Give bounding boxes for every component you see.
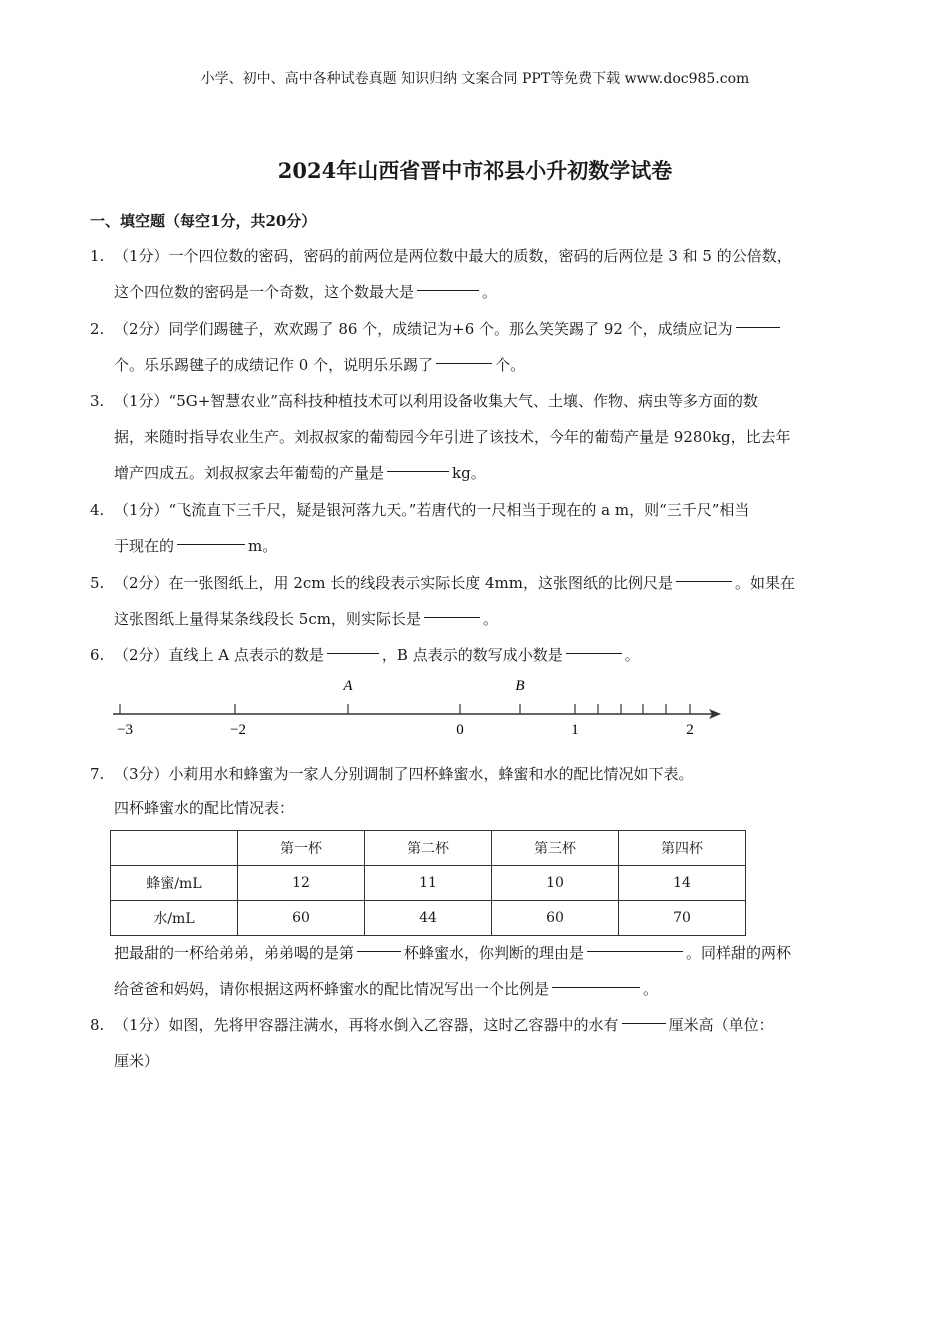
question-text: 个。乐乐踢毽子的成绩记作 0 个，说明乐乐踢了 <box>114 356 434 374</box>
answer-blank[interactable] <box>436 347 492 364</box>
question-3 <box>90 383 865 491</box>
table-row <box>111 901 746 936</box>
question-text: 厘米） <box>114 1052 160 1070</box>
question-text: 。 <box>643 980 659 998</box>
question-number: 6. <box>90 646 105 664</box>
table-cell: 44 <box>365 901 492 936</box>
answer-blank[interactable] <box>676 565 732 582</box>
tick-label-neg2: −2 <box>230 722 246 738</box>
question-4 <box>90 492 865 564</box>
question-text: 。同样甜的两杯 <box>686 944 792 962</box>
question-text: （1分）“5G+智慧农业”高科技种植技术可以利用设备收集大气、土壤、作物、病虫等多方面的数 <box>114 392 758 410</box>
question-6 <box>90 637 865 673</box>
question-text: 个。 <box>495 356 526 374</box>
question-text: （3分）小莉用水和蜂蜜为一家人分别调制了四杯蜂蜜水，蜂蜜和水的配比情况如下表。 <box>114 765 694 783</box>
question-text: m。 <box>248 537 278 555</box>
question-text: （2分）在一张图纸上，用 2cm 长的线段表示实际长度 4mm，这张图纸的比例尺是 <box>114 574 674 592</box>
table-cell: 60 <box>492 901 619 936</box>
table-header-cell <box>111 831 238 866</box>
table-cell: 14 <box>619 866 746 901</box>
tick-label-1: 1 <box>571 722 579 738</box>
answer-blank[interactable] <box>357 935 401 952</box>
question-text: （1分）“飞流直下三千尺，疑是银河落九天。”若唐代的一尺相当于现在的 a m，则“三千尺”相当 <box>114 501 750 519</box>
honey-table <box>110 830 746 936</box>
question-text: 。 <box>482 283 498 301</box>
question-text: 杯蜂蜜水，你判断的理由是 <box>404 944 585 962</box>
question-7-continued <box>90 935 865 1007</box>
question-text: 。如果在 <box>735 574 796 592</box>
question-text: （1分）如图，先将甲容器注满水，再将水倒入乙容器，这时乙容器中的水有 <box>114 1016 619 1034</box>
answer-blank[interactable] <box>387 455 449 472</box>
table-caption: 四杯蜂蜜水的配比情况表： <box>114 799 295 817</box>
answer-blank[interactable] <box>424 601 480 618</box>
answer-blank[interactable] <box>327 637 379 654</box>
section-heading: 一、填空题（每空1分，共20分） <box>90 212 317 230</box>
question-2 <box>90 311 865 383</box>
point-b-label: B <box>515 678 525 694</box>
question-number: 8. <box>90 1016 105 1034</box>
question-text: ，B 点表示的数写成小数是 <box>381 646 563 664</box>
question-text: 。 <box>624 646 640 664</box>
question-number: 5. <box>90 574 105 592</box>
question-1 <box>90 238 865 310</box>
answer-blank[interactable] <box>566 637 622 654</box>
question-text: 把最甜的一杯给弟弟，弟弟喝的是第 <box>114 944 355 962</box>
number-line <box>105 672 735 742</box>
page-header: 小学、初中、高中各种试卷真题 知识归纳 文案合同 PPT等免费下载 www.doc985.com <box>200 71 750 87</box>
table-cell: 蜂蜜/mL <box>111 866 238 901</box>
question-text: 于现在的 <box>114 537 175 555</box>
answer-blank[interactable] <box>622 1007 666 1024</box>
question-text: 增产四成五。刘叔叔家去年葡萄的产量是 <box>114 464 385 482</box>
table-cell: 60 <box>238 901 365 936</box>
question-text: kg。 <box>452 464 486 482</box>
table-header-cell: 第二杯 <box>365 831 492 866</box>
question-5 <box>90 565 865 637</box>
question-text: 据，来随时指导农业生产。刘叔叔家的葡萄园今年引进了该技术，今年的葡萄产量是 9280kg，比去年 <box>114 428 791 446</box>
question-7 <box>90 756 865 792</box>
answer-blank[interactable] <box>417 274 479 291</box>
question-text: （2分）直线上 A 点表示的数是 <box>114 646 324 664</box>
point-a-label: A <box>343 678 353 694</box>
question-text: 厘米高（单位： <box>668 1016 774 1034</box>
question-text: （2分）同学们踢毽子，欢欢踢了 86 个，成绩记为+6 个。那么笑笑踢了 92 个，成绩应记为 <box>114 320 733 338</box>
tick-label-2: 2 <box>686 722 694 738</box>
tick-label-neg3: −3 <box>117 722 133 738</box>
question-number: 7. <box>90 765 105 783</box>
question-text: 这张图纸上量得某条线段长 5cm，则实际长是 <box>114 610 421 628</box>
table-cell: 11 <box>365 866 492 901</box>
question-number: 3. <box>90 392 105 410</box>
answer-blank[interactable] <box>587 935 683 952</box>
table-cell: 10 <box>492 866 619 901</box>
table-row <box>111 866 746 901</box>
answer-blank[interactable] <box>177 528 245 545</box>
question-text: 这个四位数的密码是一个奇数，这个数最大是 <box>114 283 415 301</box>
question-8 <box>90 1007 865 1079</box>
answer-blank[interactable] <box>552 971 640 988</box>
table-header-row <box>111 831 746 866</box>
table-cell: 水/mL <box>111 901 238 936</box>
question-number: 2. <box>90 320 105 338</box>
page-title: 2024年山西省晋中市祁县小升初数学试卷 <box>277 158 673 183</box>
question-text: 。 <box>482 610 498 628</box>
table-header-cell: 第一杯 <box>238 831 365 866</box>
question-text: （1分）一个四位数的密码，密码的前两位是两位数中最大的质数，密码的后两位是 3 和 5 的公倍数， <box>114 247 792 265</box>
table-cell: 70 <box>619 901 746 936</box>
table-cell: 12 <box>238 866 365 901</box>
question-number: 1. <box>90 247 105 265</box>
question-number: 4. <box>90 501 105 519</box>
table-header-cell: 第三杯 <box>492 831 619 866</box>
table-header-cell: 第四杯 <box>619 831 746 866</box>
answer-blank[interactable] <box>736 311 780 328</box>
tick-label-0: 0 <box>456 722 464 738</box>
question-text: 给爸爸和妈妈，请你根据这两杯蜂蜜水的配比情况写出一个比例是 <box>114 980 550 998</box>
